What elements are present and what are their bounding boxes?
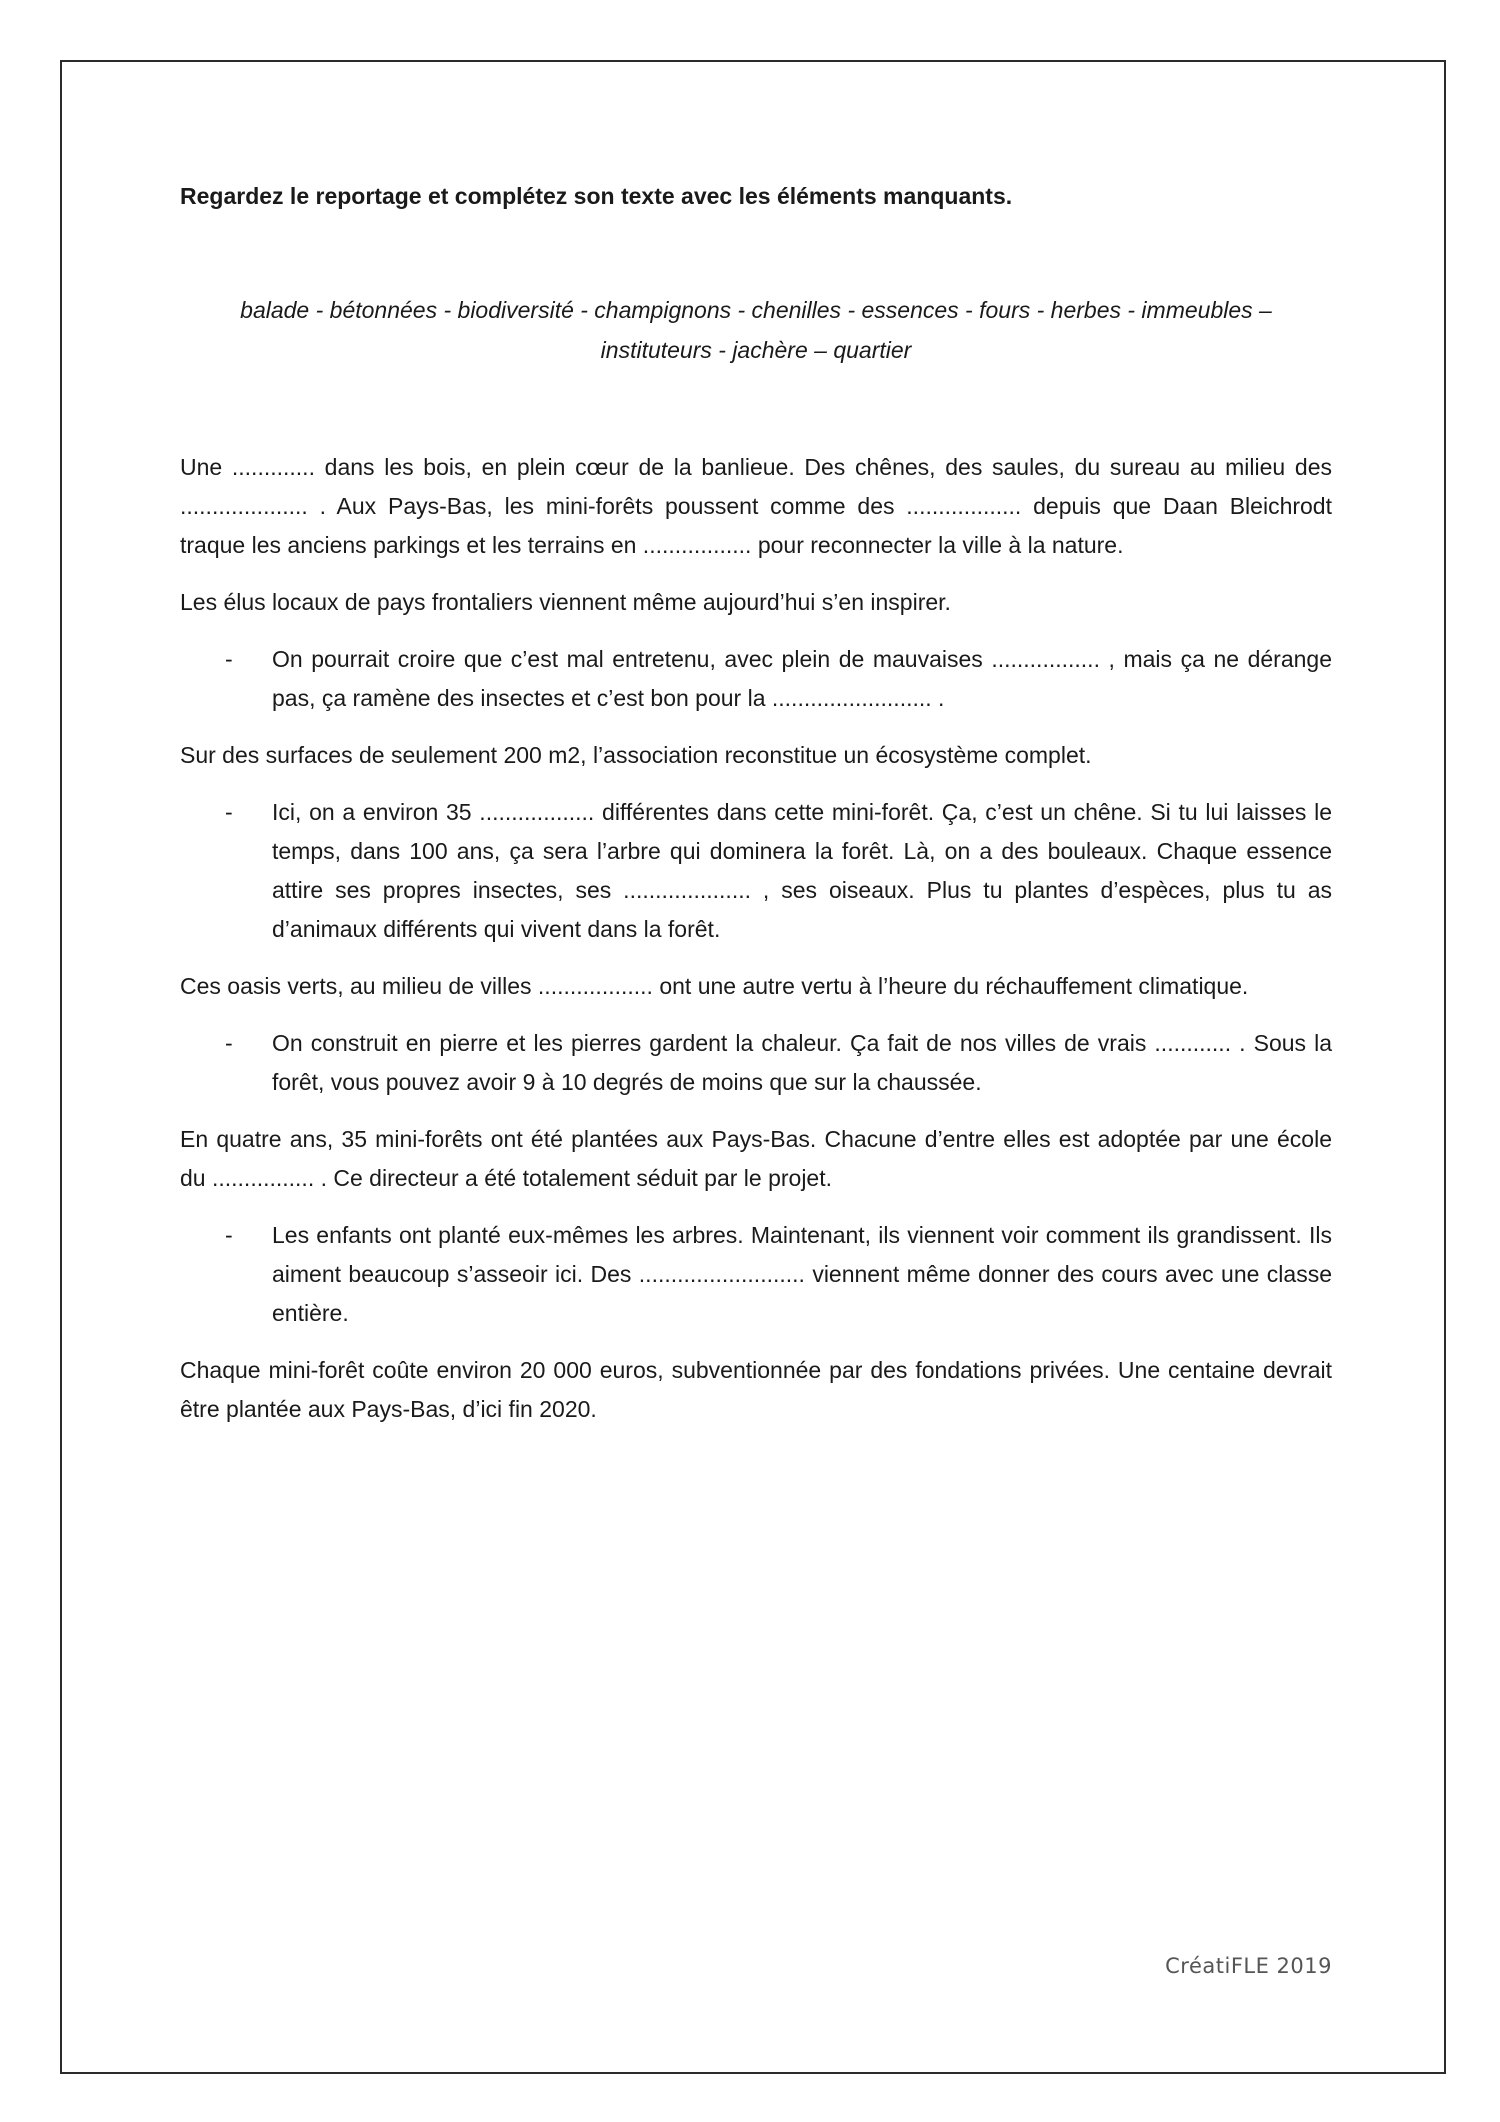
dash-bullet: - xyxy=(225,799,233,825)
footer-credit: CréatiFLE 2019 xyxy=(1165,1954,1332,1978)
paragraph-3: Sur des surfaces de seulement 200 m2, l’association reconstitue un écosystème complet. xyxy=(180,742,1092,768)
paragraph-6: Chaque mini-forêt coûte environ 20 000 euros, subventionnée par des fondations privées. Une centaine devrait être plantée aux Pays-Bas, d’ici fin 2020. xyxy=(180,1357,1332,1422)
dialogue-3 xyxy=(180,1024,1332,1102)
dialogue-2-text: Ici, on a environ 35 .................. différentes dans cette mini-forêt. Ça, c’est un chêne. Si tu lui laisses le temps, dans 100 ans, ça sera l’arbre qui dominera la forêt. Là, on a des bouleaux. Chaque essence attire ses propres insectes, ses .................... , ses oiseaux. Plus tu plantes d’espèces, plus tu as d’animaux différents qui vivent dans la forêt. xyxy=(272,799,1332,942)
dialogue-4 xyxy=(180,1216,1332,1333)
dash-bullet: - xyxy=(225,646,233,672)
paragraph-4: Ces oasis verts, au milieu de villes .................. ont une autre vertu à l’heure du réchauffement climatique. xyxy=(180,973,1249,999)
dialogue-1-text: On pourrait croire que c’est mal entretenu, avec plein de mauvaises ................. , mais ça ne dérange pas, ça ramène des insectes et c’est bon pour la ......................... . xyxy=(272,646,1332,711)
dialogue-2 xyxy=(180,793,1332,949)
dialogue-1 xyxy=(180,640,1332,718)
instruction-heading: Regardez le reportage et complétez son texte avec les éléments manquants. xyxy=(180,183,1013,209)
dash-bullet: - xyxy=(225,1222,233,1248)
dialogue-3-text: On construit en pierre et les pierres gardent la chaleur. Ça fait de nos villes de vrais ............ . Sous la forêt, vous pouvez avoir 9 à 10 degrés de moins que sur la chaussée. xyxy=(272,1030,1332,1095)
dash-bullet: - xyxy=(225,1030,233,1056)
gap-fill-text xyxy=(180,448,1332,1447)
word-bank xyxy=(180,290,1332,370)
paragraph-5: En quatre ans, 35 mini-forêts ont été plantées aux Pays-Bas. Chacune d’entre elles est adoptée par une école du ................ . Ce directeur a été totalement séduit par le projet. xyxy=(180,1126,1332,1191)
paragraph-1: Une ............. dans les bois, en plein cœur de la banlieue. Des chênes, des saules, du sureau au milieu des .................... . Aux Pays-Bas, les mini-forêts poussent comme des .................. depuis que Daan Bleichrodt traque les anciens parkings et les terrains en ................. pour reconnecter la ville à la nature. xyxy=(180,454,1332,558)
paragraph-2: Les élus locaux de pays frontaliers viennent même aujourd’hui s’en inspirer. xyxy=(180,589,951,615)
dialogue-4-text: Les enfants ont planté eux-mêmes les arbres. Maintenant, ils viennent voir comment ils grandissent. Ils aiment beaucoup s’asseoir ici. Des .......................... viennent même donner des cours avec une classe entière. xyxy=(272,1222,1332,1326)
word-bank-line-1: balade - bétonnées - biodiversité - champignons - chenilles - essences - fours - herbes - immeubles – xyxy=(240,297,1272,323)
word-bank-line-2: instituteurs - jachère – quartier xyxy=(600,337,912,363)
